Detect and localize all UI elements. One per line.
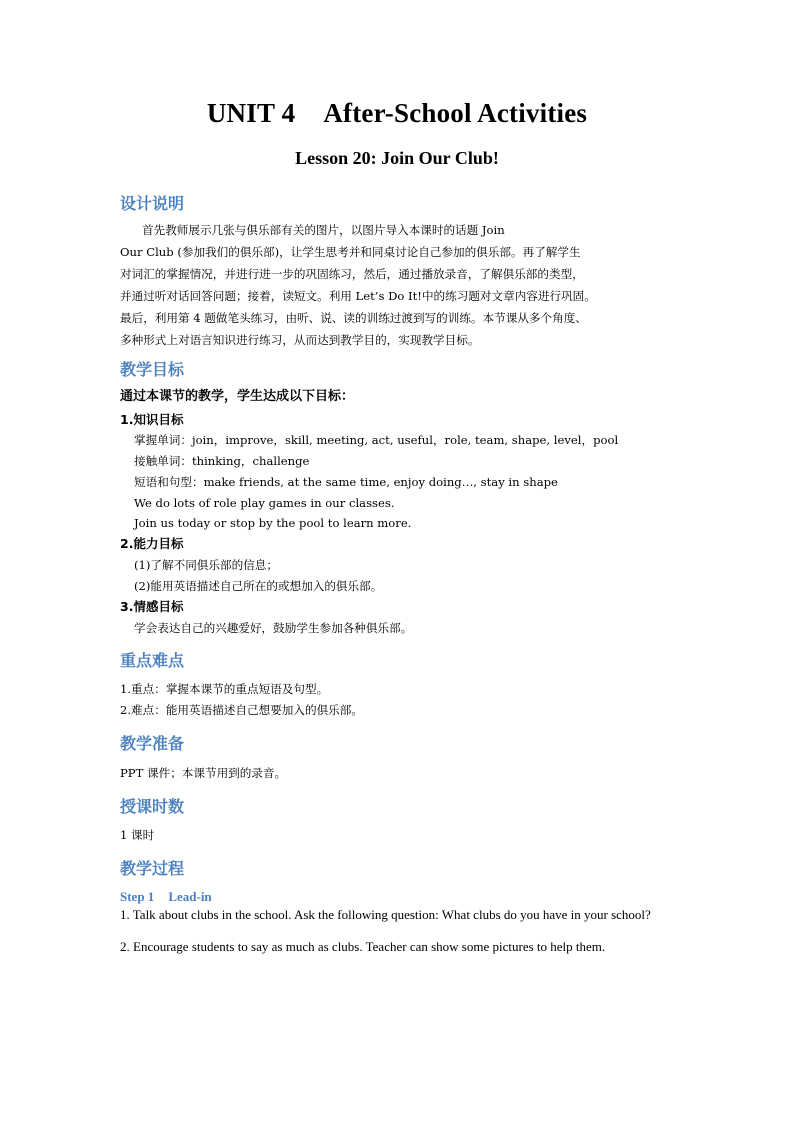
emotion-title: 3.情感目标 (120, 599, 184, 614)
master-words: 掌握单词：join，improve，skill, meeting, act, useful，role, team, shape, level，pool (134, 433, 619, 447)
key-point-1: 1.重点：掌握本课节的重点短语及句型。 (120, 682, 329, 696)
unit-name: After-School Activities (323, 98, 588, 128)
key-points-heading: 重点难点 (120, 651, 185, 670)
design-line-3: 对词汇的掌握情况，并进行进一步的巩固练习，然后，通过播放录音，了解俱乐部的类型， (120, 267, 584, 281)
design-heading: 设计说明 (120, 194, 185, 213)
design-line-1: 首先教师展示几张与俱乐部有关的图片，以图片导入本课时的话题 Join (142, 223, 505, 237)
preparation-text: PPT 课件；本课节用到的录音。 (120, 766, 287, 780)
goals-intro: 通过本课节的教学，学生达成以下目标： (120, 389, 355, 404)
unit-title (0, 98, 794, 129)
design-line-6: 多种形式上对语言知识进行练习，从而达到教学目的，实现教学目标。 (120, 333, 480, 347)
sentence-1: We do lots of role play games in our classes. (134, 496, 395, 510)
preparation-heading: 教学准备 (120, 734, 185, 753)
step-name: Lead-in (168, 889, 212, 904)
design-line-5: 最后，利用第 4 题做笔头练习，由听、说、读的训练过渡到写的训练。本节课从多个角度、 (120, 311, 587, 325)
sentence-2: Join us today or stop by the pool to learn more. (134, 516, 412, 530)
process-heading: 教学过程 (120, 859, 185, 878)
ability-title: 2.能力目标 (120, 536, 184, 551)
hours-heading: 授课时数 (120, 797, 185, 816)
emotion-1: 学会表达自己的兴趣爱好，鼓励学生参加各种俱乐部。 (134, 621, 413, 635)
step-number: Step 1 (120, 889, 155, 904)
phrases: 短语和句型：make friends, at the same time, enjoy doing…, stay in shape (134, 475, 558, 489)
knowledge-title: 1.知识目标 (120, 412, 184, 427)
design-line-2: Our Club (参加我们的俱乐部)，让学生思考并和同桌讨论自己参加的俱乐部。再了解学生 (120, 245, 581, 259)
process-item-2: 2. Encourage students to say as much as clubs. Teacher can show some pictures to help them. (120, 939, 606, 954)
step-1-label (120, 889, 212, 905)
key-point-2: 2.难点：能用英语描述自己想要加入的俱乐部。 (120, 703, 363, 717)
ability-1: (1)了解不同俱乐部的信息； (134, 558, 278, 572)
lesson-title: Lesson 20: Join Our Club! (295, 148, 499, 168)
design-line-4: 并通过听对话回答问题；接着，读短文。利用 Let’s Do It!中的练习题对文章内容进行巩固。 (120, 289, 596, 303)
process-item-1: 1. Talk about clubs in the school. Ask the following question: What clubs do you have in your school? (120, 907, 651, 922)
goals-heading: 教学目标 (120, 360, 185, 379)
unit-number: UNIT 4 (206, 98, 296, 128)
ability-2: (2)能用英语描述自己所在的或想加入的俱乐部。 (134, 579, 383, 593)
contact-words: 接触单词：thinking，challenge (134, 454, 310, 468)
hours-text: 1 课时 (120, 828, 155, 842)
